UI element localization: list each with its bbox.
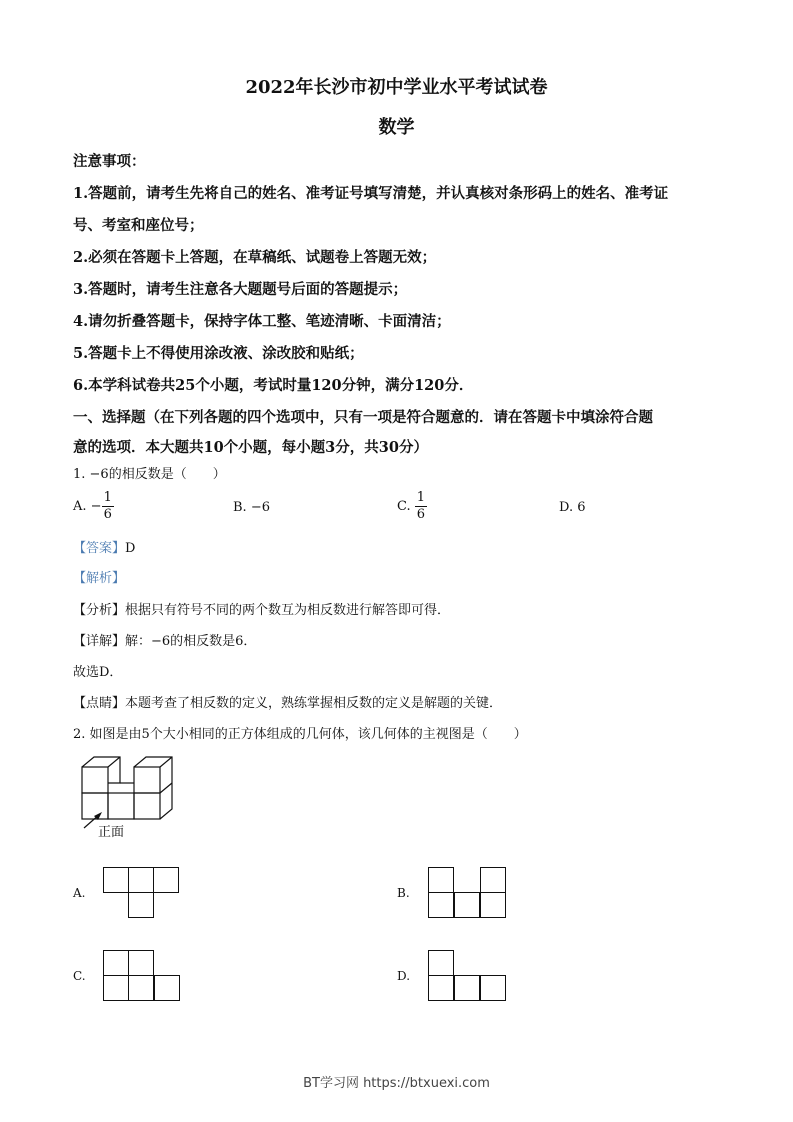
footer-watermark: BT学习网 https://btxuexi.com xyxy=(303,1076,490,1091)
section-heading: 意的选项．本大题共10个小题，每小题3分，共30分） xyxy=(73,439,428,456)
page-title: 2022年长沙市初中学业水平考试试卷 xyxy=(245,77,548,98)
notice-line: 号、考室和座位号； xyxy=(73,217,204,234)
notice-line: 4.请勿折叠答题卡，保持字体工整、笔迹清晰、卡面清洁； xyxy=(73,313,451,330)
notice-line: 5.答题卡上不得使用涂改液、涂改胶和贴纸； xyxy=(73,345,364,362)
analysis-tag: 【解析】 xyxy=(73,571,126,586)
analysis-fenxi: 【分析】根据只有符号不同的两个数互为相反数进行解答即可得． xyxy=(73,603,451,618)
notice-heading: 注意事项： xyxy=(73,153,146,170)
q1-option-b: B. −6 xyxy=(233,500,270,515)
q1-stem: 1. −6的相反数是（ ） xyxy=(73,467,226,482)
answer-line: 【答案】D xyxy=(73,541,136,556)
notice-line: 6.本学科试卷共25个小题，考试时量120分钟，满分120分． xyxy=(73,377,474,394)
notice-line: 1.答题前，请考生先将自己的姓名、准考证号填写清楚，并认真核对条形码上的姓名、准考证 xyxy=(73,185,669,202)
front-label: 正面 xyxy=(98,825,125,840)
q2-option-d-label: D. xyxy=(397,969,411,983)
analysis-dianjing: 【点睛】本题考查了相反数的定义，熟练掌握相反数的定义是解题的关键． xyxy=(73,696,503,711)
q2-option-a-label: A. xyxy=(73,886,86,900)
analysis-xiangjie: 【详解】解：−6的相反数是6． xyxy=(73,634,257,649)
subject-title: 数学 xyxy=(378,117,415,138)
q2-option-b-label: B. xyxy=(397,886,410,900)
q1-option-a: A. − $\frac{1}{6}$ xyxy=(73,490,112,522)
section-heading: 一、选择题（在下列各题的四个选项中，只有一项是符合题意的．请在答题卡中填涂符合题 xyxy=(73,409,653,426)
notice-line: 3.答题时，请考生注意各大题题号后面的答题提示； xyxy=(73,281,408,298)
cube-solid-figure xyxy=(60,740,200,850)
q2-option-c-label: C. xyxy=(73,969,86,983)
analysis-choose: 故选D． xyxy=(73,665,123,680)
notice-line: 2.必须在答题卡上答题，在草稿纸、试题卷上答题无效； xyxy=(73,249,437,266)
q1-option-d: D. 6 xyxy=(559,500,586,515)
q1-option-c: C. $\frac{1}{6}$ xyxy=(397,490,426,522)
q2-stem: 2. 如图是由5个大小相同的正方体组成的几何体，该几何体的主视图是（ ） xyxy=(73,727,527,742)
